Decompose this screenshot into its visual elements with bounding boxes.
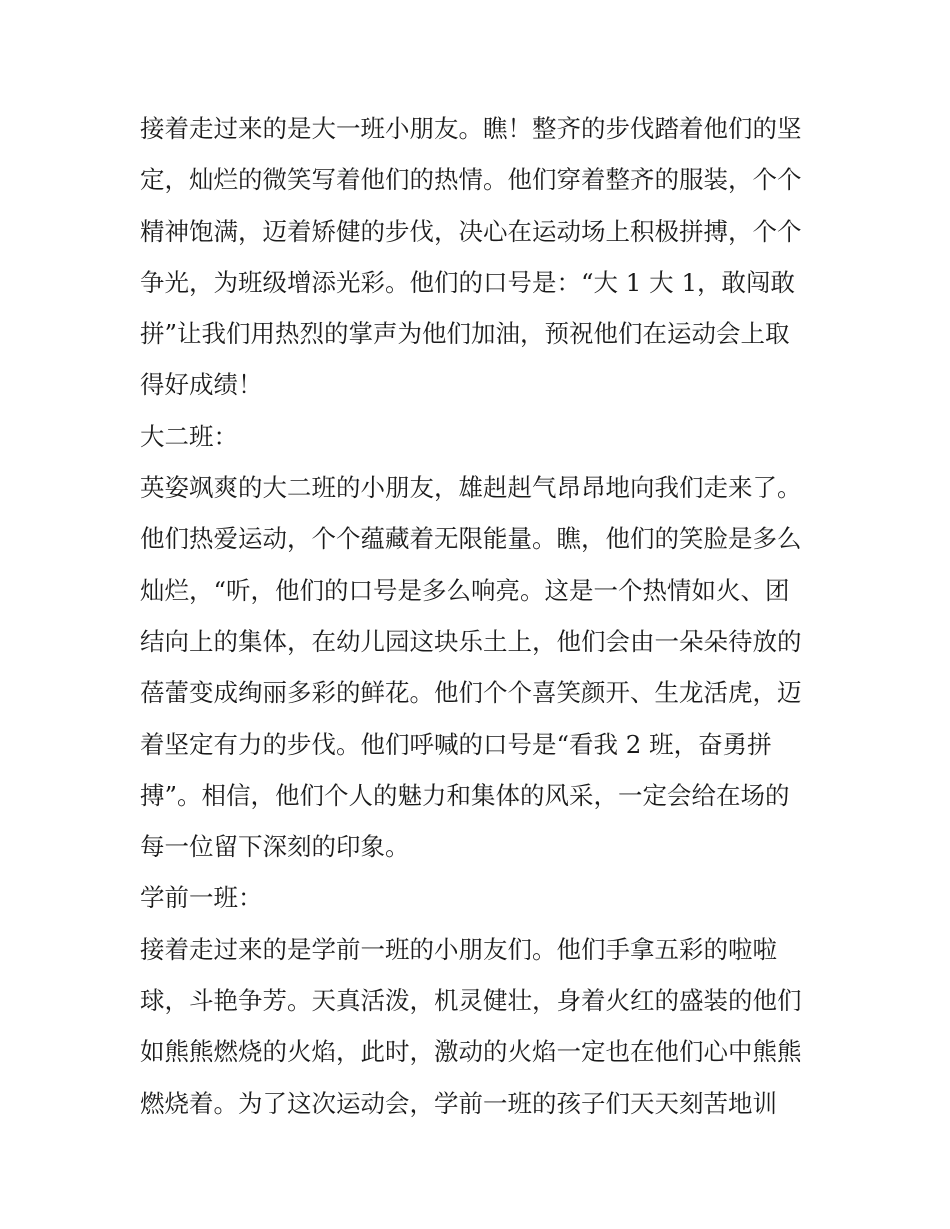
- section-heading: 大二班：: [140, 421, 238, 451]
- paragraph-line: 接着走过来的是学前一班的小朋友们。他们手拿五彩的啦啦: [140, 934, 777, 964]
- paragraph-line: 他们热爱运动，个个蕴藏着无限能量。瞧，他们的笑脸是多么: [140, 524, 802, 554]
- paragraph-line: 蓓蕾变成绚丽多彩的鲜花。他们个个喜笑颜开、生龙活虎，迈: [140, 678, 802, 708]
- paragraph-line: 每一位留下深刻的印象。: [140, 832, 410, 862]
- paragraph-line: 搏”。相信，他们个人的魅力和集体的风采，一定会给在场的: [140, 780, 790, 810]
- paragraph-line: 精神饱满，迈着矫健的步伐，决心在运动场上积极拼搏，个个: [140, 216, 802, 246]
- document-body: [140, 103, 820, 1129]
- paragraph-line: 结向上的集体，在幼儿园这块乐土上，他们会由一朵朵待放的: [140, 626, 802, 656]
- paragraph-line: 如熊熊燃烧的火焰，此时，激动的火焰一定也在他们心中熊熊: [140, 1037, 802, 1067]
- paragraph-line: 着坚定有力的步伐。他们呼喊的口号是“看我 2 班，奋勇拼: [140, 729, 772, 759]
- paragraph-line: 灿烂，“听，他们的口号是多么响亮。这是一个热情如火、团: [140, 575, 790, 605]
- paragraph-line: 英姿飒爽的大二班的小朋友，雄赳赳气昂昂地向我们走来了。: [140, 473, 802, 503]
- paragraph-line: 球，斗艳争芳。天真活泼，机灵健壮，身着火红的盛装的他们: [140, 986, 802, 1016]
- paragraph-line: 燃烧着。为了这次运动会，学前一班的孩子们天天刻苦地训: [140, 1088, 777, 1118]
- section-heading: 学前一班：: [140, 883, 263, 913]
- paragraph-line: 拼”让我们用热烈的掌声为他们加油，预祝他们在运动会上取: [140, 319, 790, 349]
- paragraph-line: 争光，为班级增添光彩。他们的口号是：“大 1 大 1，敢闯敢: [140, 267, 796, 297]
- paragraph-line: 接着走过来的是大一班小朋友。瞧！整齐的步伐踏着他们的坚: [140, 114, 802, 143]
- paragraph-line: 得好成绩！: [140, 370, 263, 400]
- paragraph-line: 定，灿烂的微笑写着他们的热情。他们穿着整齐的服装，个个: [140, 165, 802, 195]
